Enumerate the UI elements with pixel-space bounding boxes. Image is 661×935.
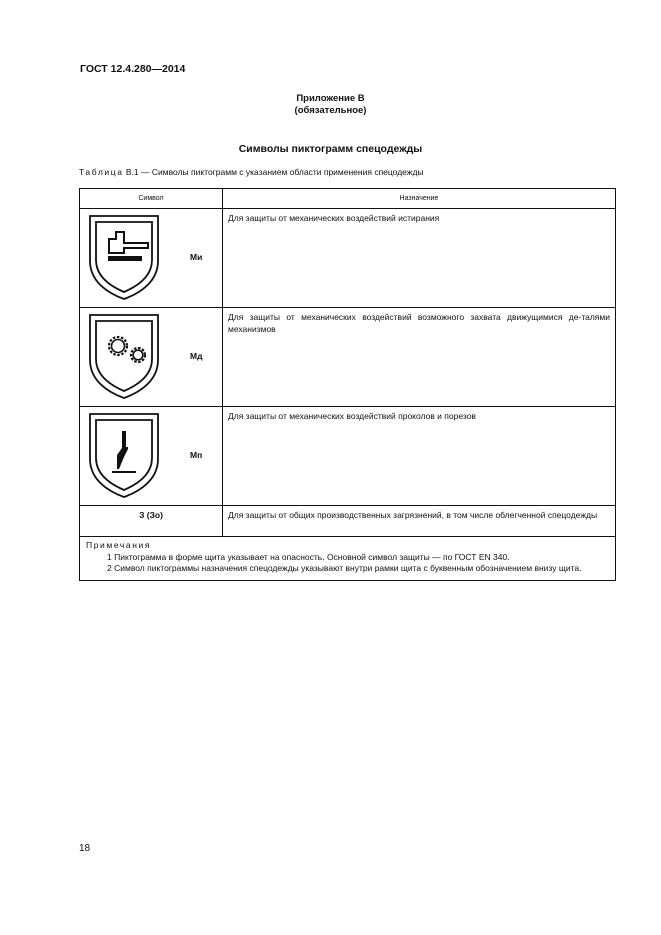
header-symbol: Символ: [80, 189, 223, 209]
note-item: 2 Символ пиктограммы назначения спецодежды указывают внутри рамки щита с буквенным обозначением внизу щита.: [107, 563, 582, 573]
symbol-code: Мп: [190, 450, 203, 460]
appendix-heading: [0, 93, 661, 117]
description-cell: Для защиты от механических воздействий проколов и порезов: [223, 407, 616, 506]
document-code: ГОСТ 12.4.280—2014: [80, 63, 186, 75]
table-caption: [79, 167, 424, 177]
page-number: 18: [79, 843, 91, 854]
symbol-code: Ми: [190, 252, 203, 262]
table-caption-prefix: Таблица: [79, 167, 124, 177]
table-header-row: [80, 189, 616, 209]
symbol-code: З (Зо): [80, 506, 223, 537]
table-row: [80, 308, 616, 407]
symbol-cell: [80, 308, 223, 407]
description-cell: Для защиты от общих производственных загрязнений, в том числе облегченной спецодежды: [223, 506, 616, 537]
symbols-table: [79, 188, 616, 581]
notes-title: Примечания: [86, 540, 152, 550]
appendix-status: (обязательное): [294, 105, 367, 116]
table-row: [80, 506, 616, 537]
description-cell: Для защиты от механических воздействий возможного захвата движущимися де-талями механизмов: [223, 308, 616, 407]
shield-abrasion-icon: [87, 213, 161, 301]
table-caption-text: В.1 — Символы пиктограмм с указанием области применения спецодежды: [123, 167, 424, 177]
section-title: Символы пиктограмм спецодежды: [238, 143, 423, 155]
shield-gears-icon: [87, 312, 161, 400]
table-row: [80, 209, 616, 308]
description-cell: Для защиты от механических воздействий истирания: [223, 209, 616, 308]
notes-cell: [80, 537, 616, 581]
notes-row: [80, 537, 616, 581]
header-purpose: Назначение: [223, 189, 616, 209]
symbol-code: Мд: [190, 351, 203, 361]
symbol-cell: [80, 209, 223, 308]
symbol-cell: [80, 407, 223, 506]
note-item: 1 Пиктограмма в форме щита указывает на опасность. Основной символ защиты — по ГОСТ EN 340.: [107, 551, 510, 562]
table-row: [80, 407, 616, 506]
shield-puncture-icon: [87, 411, 161, 499]
appendix-title: Приложение В: [296, 93, 365, 104]
